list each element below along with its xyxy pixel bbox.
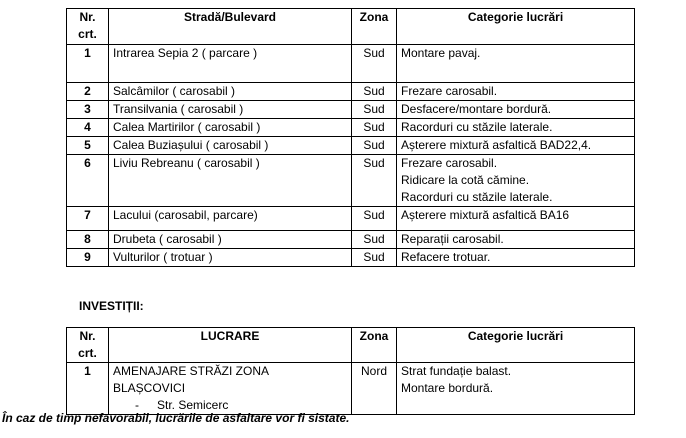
row-zona: Sud	[352, 231, 397, 249]
investments-table	[66, 327, 635, 415]
row-lucrare	[109, 363, 352, 415]
row-nr: 2	[67, 83, 109, 101]
row-strada: Lacului (carosabil, parcare)	[109, 207, 352, 231]
row-zona: Nord	[352, 363, 397, 415]
row-nr: 9	[67, 249, 109, 267]
row-categorie	[397, 45, 635, 83]
lucrare-line: AMENAJARE STRĂZI ZONA	[113, 364, 270, 378]
row-categorie	[397, 231, 635, 249]
row-strada: Liviu Rebreanu ( carosabil )	[109, 155, 352, 207]
categorie-line: Frezare carosabil.	[401, 156, 498, 170]
table-row	[67, 45, 635, 83]
row-zona: Sud	[352, 101, 397, 119]
row-categorie	[397, 119, 635, 137]
header-zona: Zona	[352, 328, 397, 363]
categorie-line: Montare pavaj.	[401, 46, 481, 60]
row-zona: Sud	[352, 119, 397, 137]
table-row	[67, 101, 635, 119]
header-zona: Zona	[352, 9, 397, 45]
table-row	[67, 249, 635, 267]
table-row	[67, 155, 635, 207]
table-row	[67, 231, 635, 249]
row-strada: Drubeta ( carosabil )	[109, 231, 352, 249]
categorie-line: Desfacere/montare bordură.	[401, 102, 552, 116]
row-zona: Sud	[352, 207, 397, 231]
bullet-dash: -	[135, 398, 139, 412]
row-categorie	[397, 207, 635, 231]
table-header-row	[67, 328, 635, 363]
categorie-line: Racorduri cu stăzile laterale.	[401, 190, 553, 204]
header-lucrare: LUCRARE	[109, 328, 352, 363]
row-strada: Vulturilor ( trotuar )	[109, 249, 352, 267]
row-strada: Intrarea Sepia 2 ( parcare )	[109, 45, 352, 83]
header-strada: Stradă/Bulevard	[109, 9, 352, 45]
sub-item-text: Str. Semicerc	[157, 398, 229, 412]
table-header-row	[67, 9, 635, 45]
row-nr: 5	[67, 137, 109, 155]
row-zona: Sud	[352, 45, 397, 83]
table-row	[67, 83, 635, 101]
row-zona: Sud	[352, 249, 397, 267]
header-nr: Nr. crt.	[67, 328, 109, 363]
categorie-line: Frezare carosabil.	[401, 84, 498, 98]
row-nr: 4	[67, 119, 109, 137]
header-categorie: Categorie lucrări	[397, 9, 635, 45]
table-row	[67, 119, 635, 137]
row-strada: Calea Martirilor ( carosabil )	[109, 119, 352, 137]
row-nr: 3	[67, 101, 109, 119]
table-row	[67, 363, 635, 415]
row-nr: 7	[67, 207, 109, 231]
row-zona: Sud	[352, 155, 397, 207]
categorie-line: Refacere trotuar.	[401, 250, 491, 264]
row-nr: 8	[67, 231, 109, 249]
categorie-line: Reparații carosabil.	[401, 232, 504, 246]
row-categorie	[397, 363, 635, 415]
categorie-line: Așterere mixtură asfaltică BAD22,4.	[401, 138, 592, 152]
row-strada: Calea Buziașului ( carosabil )	[109, 137, 352, 155]
row-zona: Sud	[352, 137, 397, 155]
works-table	[66, 8, 635, 267]
row-strada: Transilvania ( carosabil )	[109, 101, 352, 119]
row-categorie	[397, 83, 635, 101]
categorie-line: Strat fundație balast.	[401, 364, 512, 378]
table-row	[67, 137, 635, 155]
table-row	[67, 207, 635, 231]
weather-note: În caz de timp nefavorabil, lucrările de asfaltare vor fi sistate.	[2, 411, 350, 425]
row-nr: 1	[67, 363, 109, 415]
row-nr: 6	[67, 155, 109, 207]
row-categorie	[397, 101, 635, 119]
categorie-line: Montare bordură.	[401, 381, 494, 395]
section-title-investitii: INVESTIȚII:	[79, 299, 144, 313]
row-zona: Sud	[352, 83, 397, 101]
row-categorie	[397, 137, 635, 155]
row-strada: Salcâmilor ( carosabil )	[109, 83, 352, 101]
row-categorie	[397, 249, 635, 267]
header-nr: Nr. crt.	[67, 9, 109, 45]
row-categorie	[397, 155, 635, 207]
categorie-line: Racorduri cu stăzile laterale.	[401, 120, 553, 134]
categorie-line: Așterere mixtură asfaltică BA16	[401, 208, 570, 222]
categorie-line: Ridicare la cotă cămine.	[401, 173, 530, 187]
header-categorie: Categorie lucrări	[397, 328, 635, 363]
row-nr: 1	[67, 45, 109, 83]
lucrare-line: BLAȘCOVICI	[113, 381, 186, 395]
